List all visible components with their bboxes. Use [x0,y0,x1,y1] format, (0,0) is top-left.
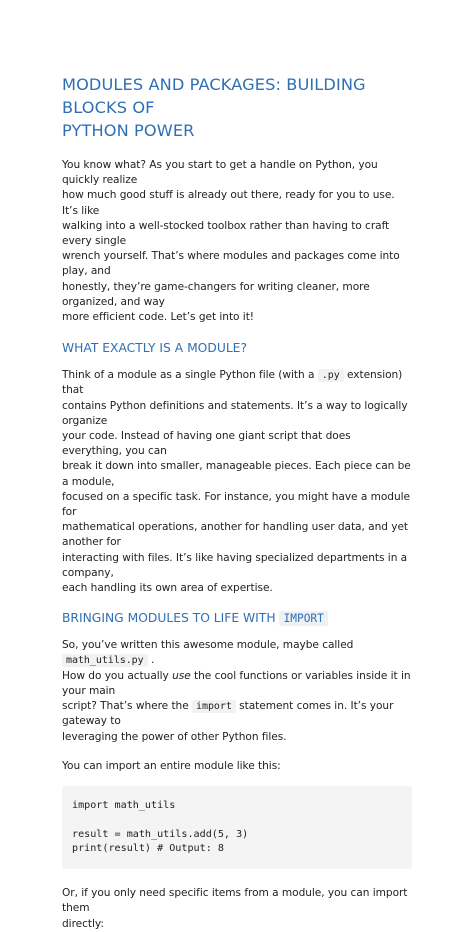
intro-paragraph [62,158,412,325]
text-line: leveraging the power of other Python files. [62,730,287,743]
text-line: break it down into smaller, manageable pieces. Each piece can be a module, [62,460,411,488]
text-run: Think of a module as a single Python file (with a [62,369,318,382]
module-paragraph [62,368,412,596]
text-line: honestly, they’re game-changers for writing cleaner, more organized, and way [62,280,370,308]
section-heading-import [62,609,412,628]
text-line: more efficient code. Let’s get into it! [62,311,254,324]
text-run: How do you actually [62,669,173,682]
emphasis: use [172,669,191,682]
text-line [62,368,412,398]
heading-text: BRINGING MODULES TO LIFE WITH [62,611,280,626]
text-line [62,699,412,729]
text-line: focused on a specific task. For instance, you might have a module for [62,490,410,519]
code-block [62,786,412,869]
text-run: extension) that [62,369,403,397]
text-line: your code. Instead of having one giant script that does everything, you can [62,430,351,458]
import-specific-paragraph [62,886,412,932]
code-line [72,813,402,827]
inline-code: math_utils.py [62,654,148,667]
inline-code: import [192,700,236,713]
text-line [62,638,412,668]
inline-code: .py [318,369,344,382]
text-line: You know what? As you start to get a handle on Python, you quickly realize [62,159,378,187]
text-run: statement comes in. It’s your gateway to [62,700,394,728]
code-line: result = math_utils.add(5, 3) [72,828,249,840]
page-title [62,0,412,142]
text-line [62,669,412,699]
code-line: print(result) # Output: 8 [72,842,224,854]
title-line: PYTHON POWER [62,121,195,140]
section-heading-module: WHAT EXACTLY IS A MODULE? [62,341,247,356]
text-line: how much good stuff is already out there, ready for you to use. It’s like [62,189,395,217]
text-line: wrench yourself. That’s where modules and packages come into play, and [62,250,400,278]
text-line: contains Python definitions and statements. It’s a way to logically organize [62,399,408,427]
heading-inline-code: IMPORT [279,611,327,626]
text-line: directly: [62,917,104,930]
text-run: So, you’ve written this awesome module, maybe called [62,639,354,652]
import-entire-paragraph: You can import an entire module like this: [62,759,281,772]
text-run: . [147,654,155,667]
text-line: each handling its own area of expertise. [62,582,273,595]
title-line: MODULES AND PACKAGES: BUILDING BLOCKS OF [62,75,366,117]
import-paragraph [62,638,412,744]
text-line: Or, if you only need specific items from a module, you can import them [62,887,408,915]
code-line: import math_utils [72,799,176,811]
text-line: walking into a well-stocked toolbox rather than having to craft every single [62,219,390,248]
text-run: script? That’s where the [62,700,193,713]
text-line: interacting with files. It’s like having specialized departments in a company, [62,551,408,579]
text-line: mathematical operations, another for handling user data, and yet another for [62,521,409,549]
text-run: the cool functions or variables inside it in your main [62,669,411,697]
